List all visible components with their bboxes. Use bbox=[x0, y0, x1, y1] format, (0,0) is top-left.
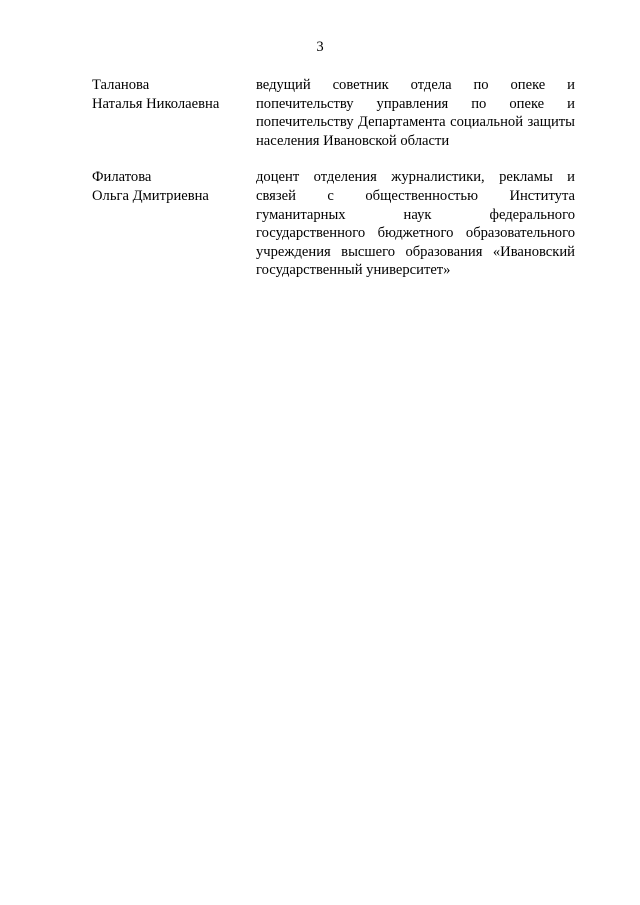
member-entry bbox=[92, 168, 575, 280]
member-surname: Филатова bbox=[92, 169, 152, 186]
member-position: ведущий советник отдела по опеке и попечительству управления по опеке и попечительству Департамента социальной защиты населения Ивановской области bbox=[256, 77, 575, 149]
page-number: 3 bbox=[316, 39, 324, 55]
member-surname: Таланова bbox=[92, 77, 150, 93]
member-entry bbox=[92, 76, 575, 150]
member-given-names: Наталья Николаевна bbox=[92, 95, 220, 112]
member-name bbox=[92, 76, 256, 150]
member-name bbox=[92, 168, 256, 280]
member-position: доцент отделения журналистики, рекламы и связей с общественностью Института гуманитарных наук федерального государственного бюджетного образовательного учреждения высшего образования «Ивановский государственный университет» bbox=[256, 169, 575, 279]
member-list bbox=[92, 76, 575, 298]
member-given-names: Ольга Дмитриевна bbox=[92, 187, 209, 204]
